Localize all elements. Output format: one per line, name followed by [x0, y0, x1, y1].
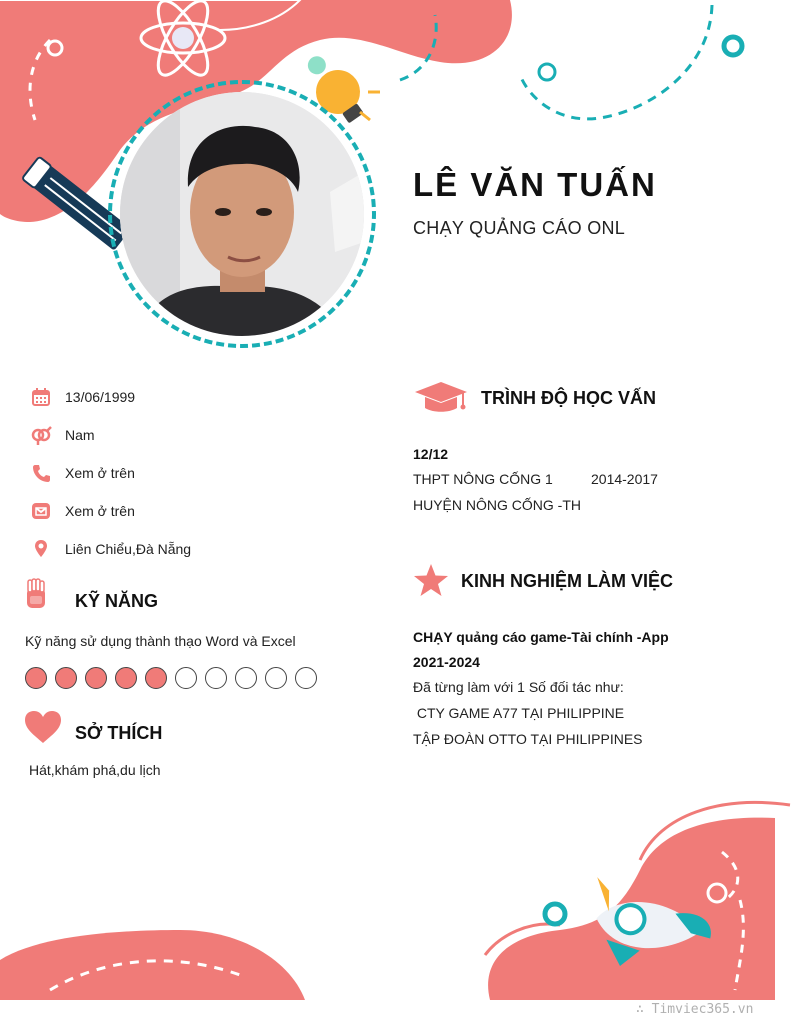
fist-icon — [24, 578, 48, 610]
education-years: 2014-2017 — [591, 471, 658, 487]
dob-row — [30, 385, 136, 409]
address-text: Liên Chiểu,Đà Nẵng — [65, 541, 192, 557]
skills-title: KỸ NĂNG — [75, 591, 159, 611]
job-title: CHẠY QUẢNG CÁO ONL — [413, 218, 626, 238]
location-icon — [30, 538, 52, 560]
avatar — [120, 92, 364, 336]
skill-dot — [295, 667, 317, 689]
experience-description: Đã từng làm với 1 Số đối tác như: — [413, 679, 624, 695]
graduation-cap-icon — [413, 380, 469, 414]
education-school: THPT NÔNG CỐNG 1 — [413, 471, 553, 487]
education-title: TRÌNH ĐỘ HỌC VẤN — [481, 388, 656, 408]
gender-row — [30, 423, 95, 447]
skill-name: Kỹ năng sử dụng thành thạo Word và Excel — [25, 633, 296, 649]
heart-icon — [24, 710, 62, 744]
skill-rating — [25, 667, 317, 689]
experience-partner: CTY GAME A77 TẠI PHILIPPINE — [413, 705, 625, 721]
skill-dot — [55, 667, 77, 689]
email-icon — [30, 500, 52, 522]
star-icon — [413, 563, 449, 597]
skill-dot — [175, 667, 197, 689]
skill-dot — [235, 667, 257, 689]
gender-icon — [30, 424, 52, 446]
phone-icon — [30, 462, 52, 484]
address-row — [30, 537, 192, 561]
hobbies-text: Hát,khám phá,du lịch — [29, 762, 161, 778]
calendar-icon — [30, 386, 52, 408]
watermark: ∴ Timviec365.vn — [636, 1002, 754, 1017]
experience-role: CHẠY quảng cáo game-Tài chính -App — [413, 629, 669, 645]
skill-dot — [205, 667, 227, 689]
dob-text: 13/06/1999 — [65, 389, 136, 405]
bottom-left-blob — [0, 930, 305, 1000]
profile-photo-frame — [108, 80, 376, 348]
skill-dot — [265, 667, 287, 689]
skill-dot — [85, 667, 107, 689]
skill-dot — [115, 667, 137, 689]
phone-text: Xem ở trên — [65, 465, 135, 481]
experience-partner: TẬP ĐOÀN OTTO TẠI PHILIPPINES — [413, 731, 643, 747]
education-level: 12/12 — [413, 446, 449, 462]
email-row — [30, 499, 135, 523]
experience-title: KINH NGHIỆM LÀM VIỆC — [461, 571, 674, 591]
hobbies-title: SỞ THÍCH — [75, 723, 163, 743]
skill-dot — [145, 667, 167, 689]
email-text: Xem ở trên — [65, 503, 135, 519]
education-location: HUYỆN NÔNG CỐNG -TH — [413, 497, 581, 513]
gender-text: Nam — [65, 427, 95, 443]
phone-row — [30, 461, 135, 485]
experience-period: 2021-2024 — [413, 654, 480, 670]
skill-dot — [25, 667, 47, 689]
candidate-name: LÊ VĂN TUẤN — [413, 166, 657, 203]
